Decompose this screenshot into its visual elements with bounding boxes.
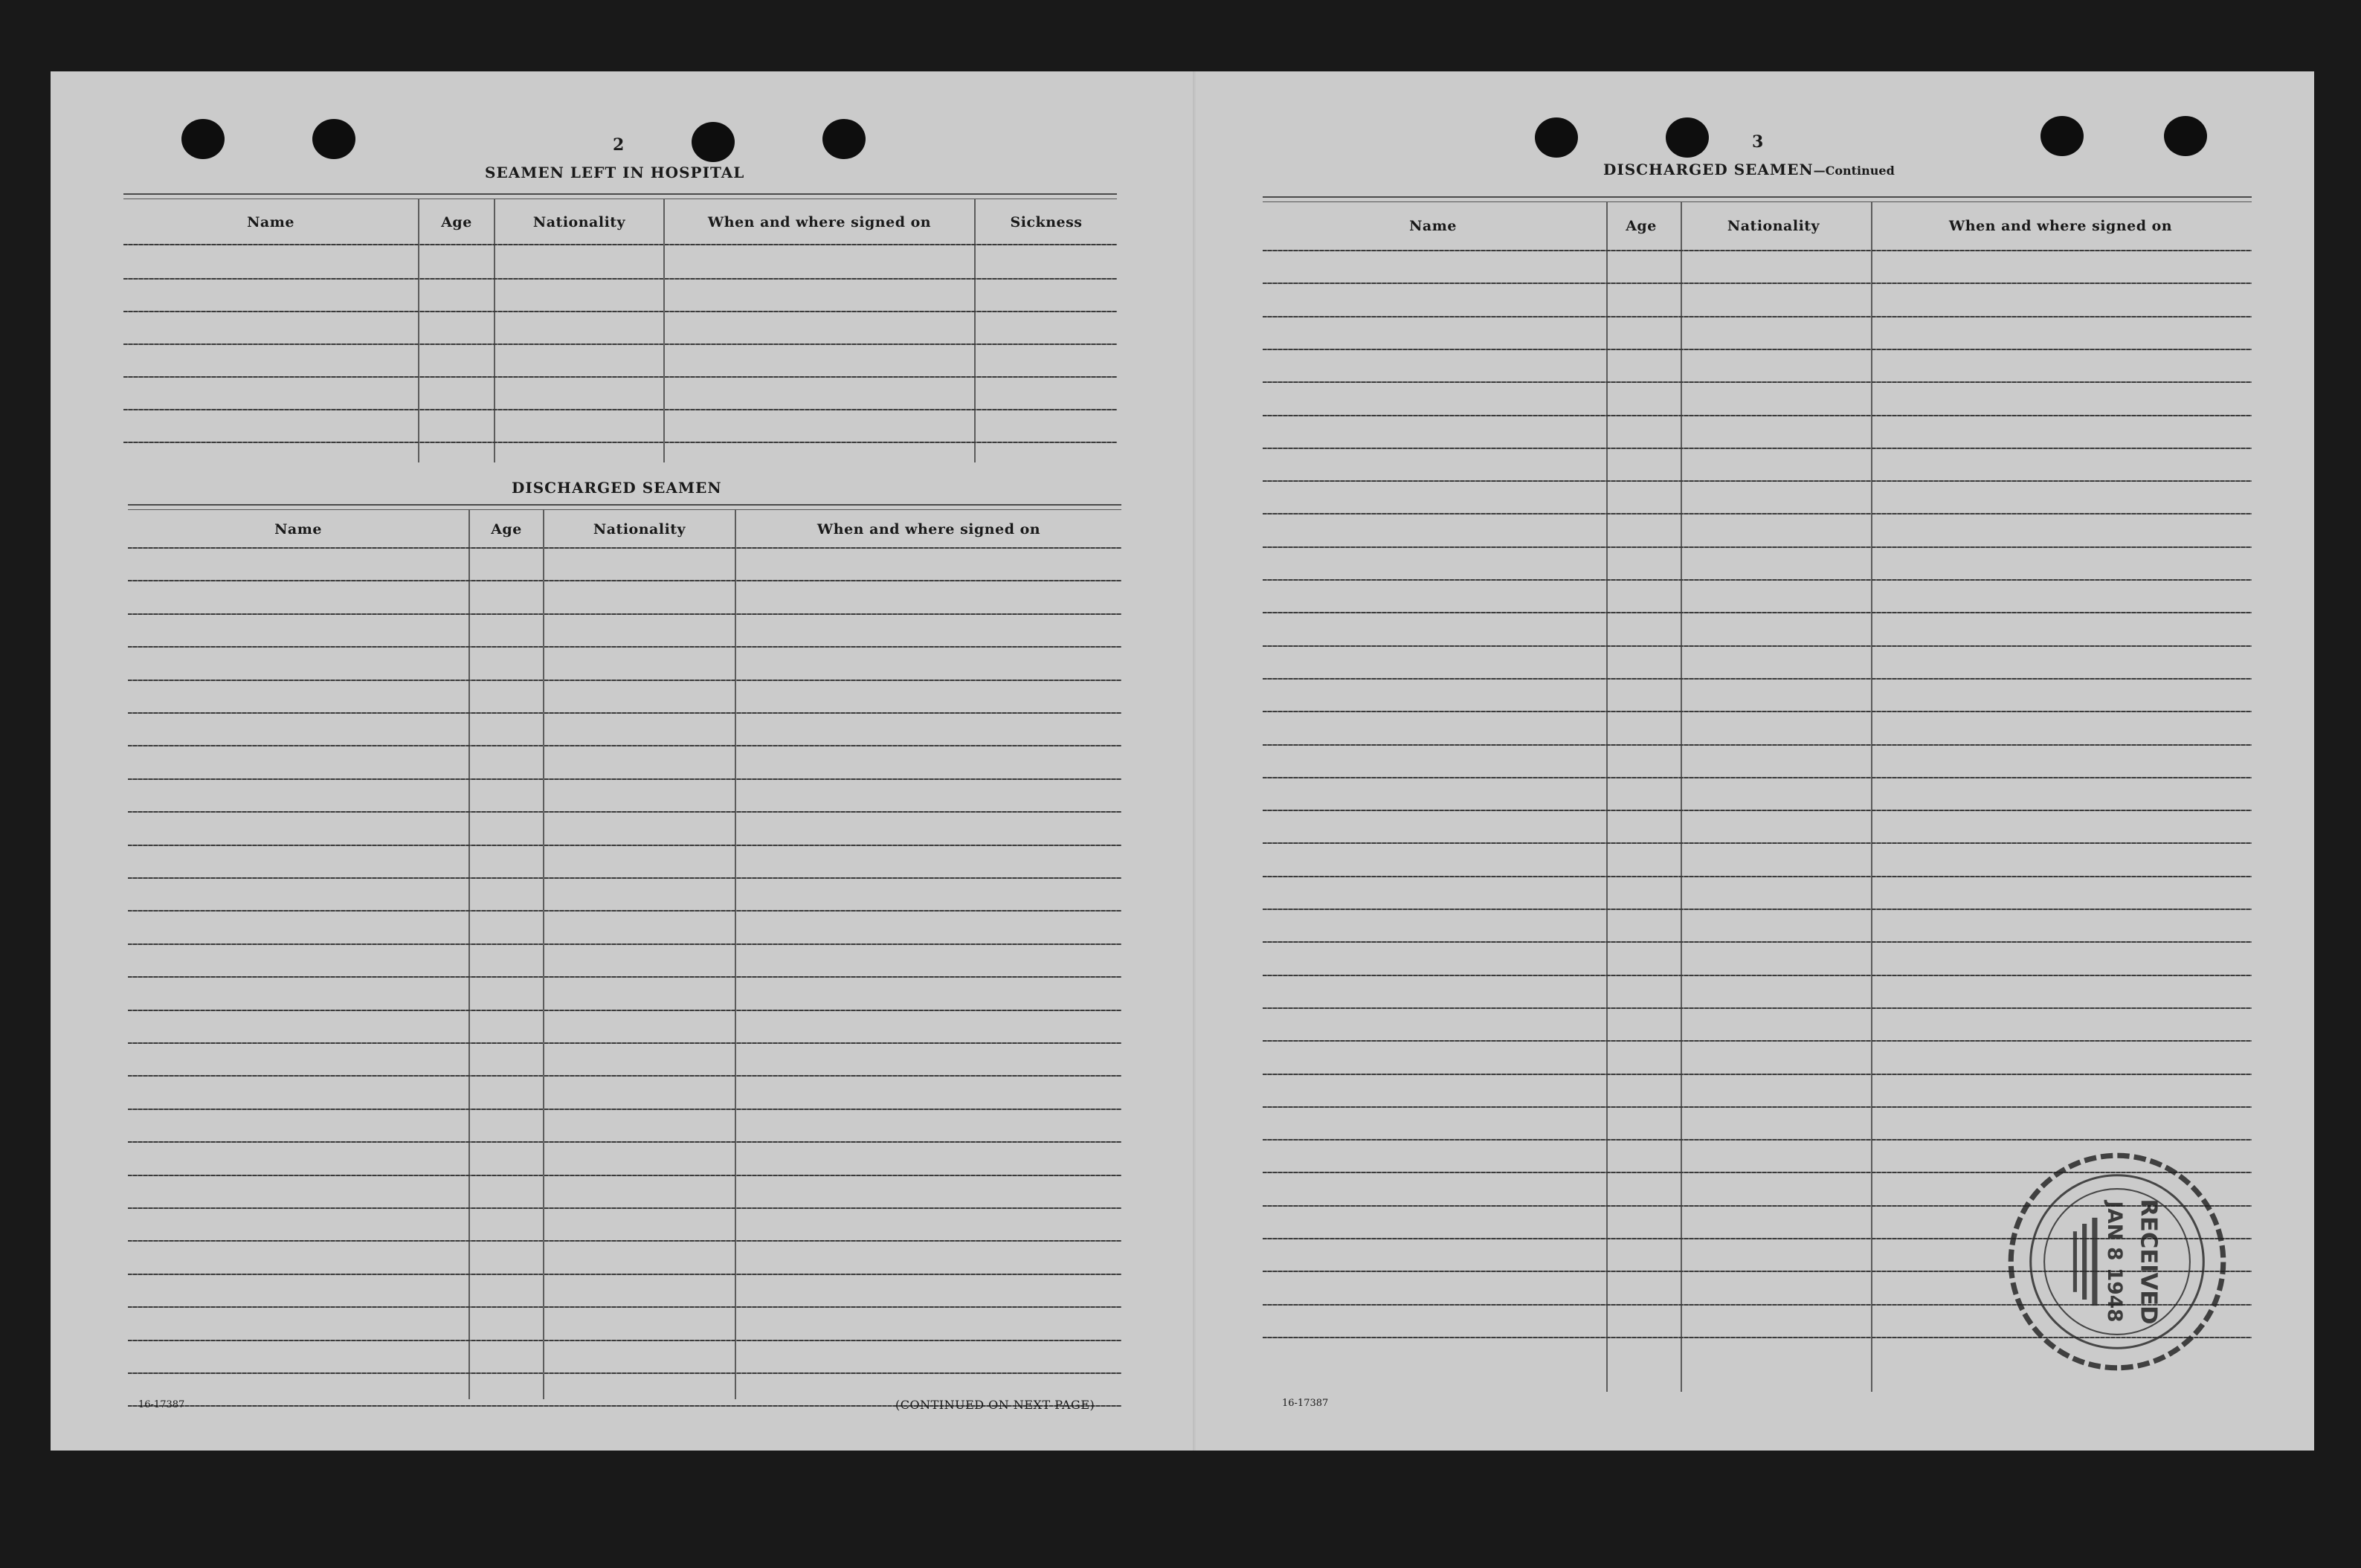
table-row (128, 1175, 1121, 1176)
continued-suffix: —Continued (1813, 164, 1895, 178)
table-row (128, 1207, 1121, 1209)
page-number-right: 3 (1752, 132, 1765, 152)
table-row (128, 778, 1121, 780)
table-row (1263, 711, 2252, 712)
received-stamp (2003, 1148, 2231, 1375)
punch-hole (1666, 117, 1709, 158)
table-row (128, 943, 1121, 945)
table-row (128, 1340, 1121, 1341)
hospital-table-header (123, 199, 1117, 245)
table-row (1263, 842, 2252, 844)
table-row (1263, 975, 2252, 976)
table-row (128, 712, 1121, 714)
table-row (1263, 546, 2252, 548)
table-row (1263, 645, 2252, 647)
table-row (1263, 381, 2252, 383)
column-header-age: Age (491, 521, 522, 538)
table-row (1263, 480, 2252, 482)
column-header-nationality: Nationality (532, 214, 626, 230)
discharged-section-title: DISCHARGED SEAMEN (512, 479, 722, 497)
punch-hole (822, 119, 866, 159)
punch-hole (2164, 116, 2207, 156)
table-row (128, 1306, 1121, 1308)
table-row (128, 1274, 1121, 1275)
discharged-table-header (128, 510, 1121, 549)
punch-hole (692, 122, 735, 162)
table-row (128, 547, 1121, 549)
table-row (1263, 349, 2252, 350)
table-row (1263, 777, 2252, 778)
table-row (123, 278, 1117, 280)
table-row (1263, 1074, 2252, 1075)
discharged-continued-header (1263, 202, 2252, 250)
table-row (1263, 1106, 2252, 1108)
table-row (128, 1010, 1121, 1011)
table-row (1263, 876, 2252, 877)
punch-hole (1535, 117, 1578, 158)
stamp-date: JAN 8 1948 (2102, 1201, 2126, 1323)
page-fold (1193, 71, 1196, 1451)
table-row (128, 613, 1121, 615)
table-row (123, 442, 1117, 443)
table-row (123, 311, 1117, 312)
table-row (128, 976, 1121, 978)
discharged-table (128, 504, 1121, 1248)
table-row (128, 745, 1121, 746)
punch-hole (181, 119, 225, 159)
table-row (1263, 909, 2252, 910)
table-row (123, 376, 1117, 378)
table-row (1263, 744, 2252, 746)
table-row (128, 811, 1121, 813)
table-row (1263, 678, 2252, 680)
table-row (1263, 1139, 2252, 1140)
table-row (1263, 941, 2252, 943)
punch-hole (312, 119, 355, 159)
table-row (128, 845, 1121, 846)
table-row (128, 1372, 1121, 1374)
table-row (1263, 810, 2252, 811)
table-row (1263, 415, 2252, 416)
column-header-sickness: Sickness (1010, 214, 1083, 230)
document-sheet (51, 71, 2314, 1451)
table-row (128, 1109, 1121, 1110)
column-header-name: Name (1409, 218, 1457, 234)
table-row (128, 580, 1121, 581)
discharged-continued-title-text: DISCHARGED SEAMEN (1603, 161, 1814, 178)
table-row (123, 409, 1117, 410)
table-row (1263, 1007, 2252, 1009)
table-row (1263, 448, 2252, 449)
page-number-left: 2 (613, 135, 625, 155)
column-header-name: Name (274, 521, 322, 538)
table-row (123, 244, 1117, 245)
column-header-signed-on: When and where signed on (816, 521, 1041, 538)
continued-note: (CONTINUED ON NEXT PAGE) (895, 1398, 1095, 1412)
table-row (128, 1075, 1121, 1077)
table-row (1263, 513, 2252, 514)
table-row (1263, 579, 2252, 581)
table-row (128, 1141, 1121, 1143)
discharged-continued-title (1603, 161, 1895, 178)
table-row (128, 910, 1121, 912)
form-code-right: 16-17387 (1282, 1398, 1329, 1409)
punch-hole (2040, 116, 2084, 156)
table-row (1263, 316, 2252, 317)
table-row (128, 1240, 1121, 1242)
table-row (128, 680, 1121, 681)
table-row (128, 1042, 1121, 1044)
column-header-age: Age (441, 214, 472, 230)
form-code-left: 16-17387 (138, 1399, 185, 1410)
table-row (1263, 612, 2252, 613)
column-header-nationality: Nationality (1727, 218, 1820, 234)
table-row (128, 646, 1121, 648)
column-header-signed-on: When and where signed on (1948, 218, 2173, 234)
column-header-nationality: Nationality (593, 521, 686, 538)
column-header-name: Name (247, 214, 294, 230)
table-row (1263, 283, 2252, 284)
table-row (1263, 250, 2252, 251)
hospital-section-title: SEAMEN LEFT IN HOSPITAL (485, 164, 745, 181)
column-header-signed-on: When and where signed on (707, 214, 932, 230)
table-row (1263, 1040, 2252, 1042)
column-header-age: Age (1626, 218, 1657, 234)
stamp-received-text: RECEIVED (2135, 1198, 2162, 1325)
table-row (128, 877, 1121, 879)
table-row (123, 343, 1117, 345)
